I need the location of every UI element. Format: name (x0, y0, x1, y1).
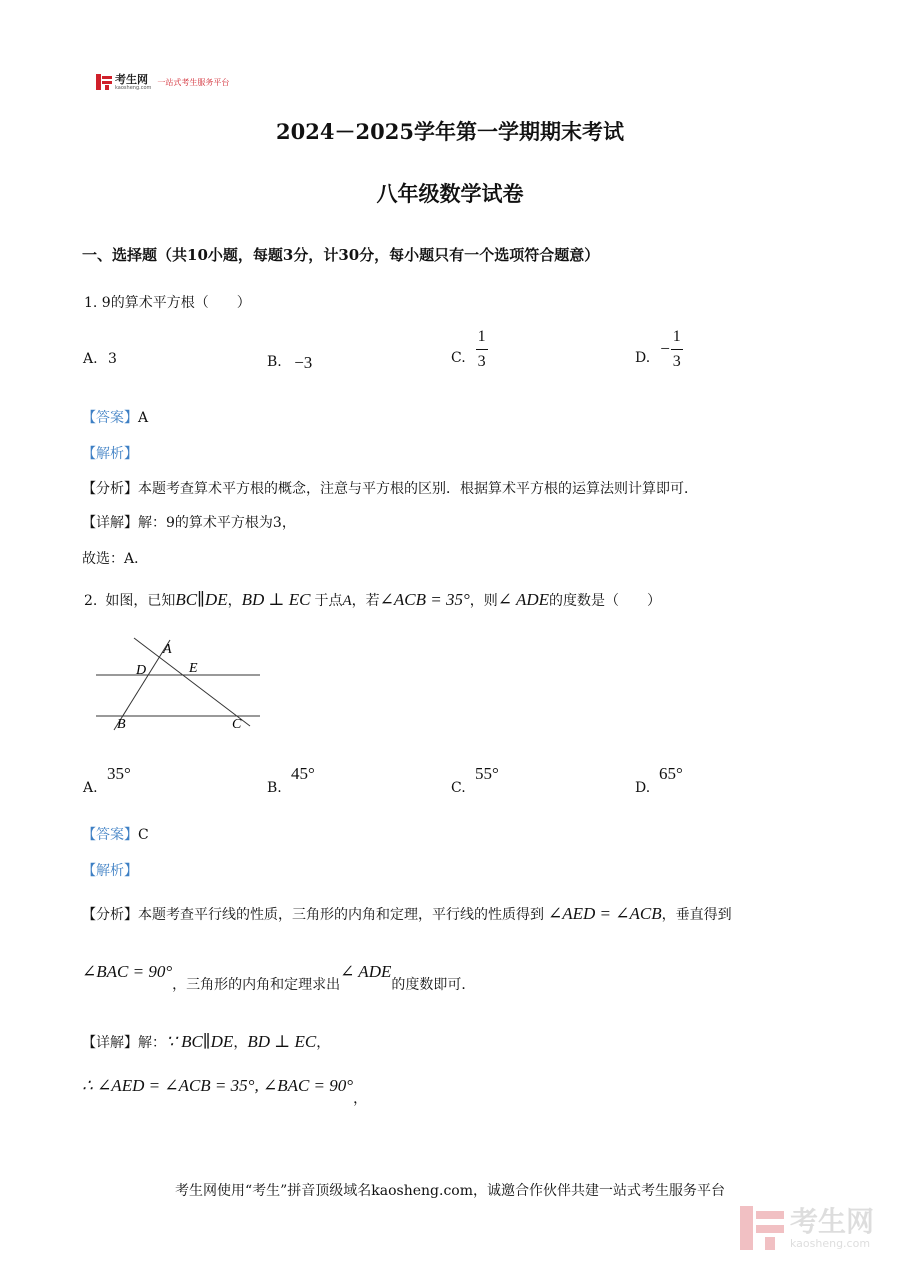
q2-option-d-label: D. (635, 780, 651, 796)
q2-option-c-label: C. (451, 780, 466, 796)
q1-stem: 1. 9的算术平方根（ ） (84, 295, 251, 311)
q2-analysis-tag: 【解析】 (82, 863, 138, 879)
q1-option-d (635, 327, 683, 371)
q2-analyze-line2 (82, 962, 476, 993)
logo-name: 考生网 (115, 72, 148, 86)
q2-option-d-value: 65° (659, 764, 683, 783)
analyze-text: ，三角形的内角和定理求出 (172, 977, 341, 993)
q2-analyze-line1 (82, 904, 732, 924)
q1-conclusion: 故选：A． (82, 551, 149, 567)
analyze-text: ，垂直得到 (661, 907, 732, 923)
q2-answer (82, 824, 149, 844)
stem-text: ， (227, 593, 242, 609)
minus-sign: − (660, 339, 670, 358)
line-ec (134, 638, 250, 726)
watermark (740, 1206, 874, 1250)
q2-option-b-value: 45° (291, 764, 315, 783)
option-value: 3 (108, 351, 117, 367)
detail-end: ， (316, 1035, 331, 1051)
q1-analysis-tag: 【解析】 (82, 446, 138, 462)
stem-text: ，则 (469, 593, 498, 609)
detail-text: 解： (138, 1035, 166, 1051)
answer-value: C (138, 827, 149, 843)
logo-icon (96, 74, 112, 90)
q1-analyze (82, 478, 698, 498)
q2-stem (84, 590, 661, 610)
label-a: A (163, 642, 172, 657)
q1-option-b (267, 351, 312, 371)
stem-text: 如图，已知 (105, 593, 176, 609)
q2-option-b-label: B. (267, 780, 282, 796)
analyze-text: 本题考查平行线的性质，三角形的内角和定理，平行线的性质得到 (138, 907, 544, 923)
math-parallel: BC∥DE (175, 590, 228, 609)
q2-option-a-value: 35° (107, 764, 131, 783)
analyze-text: 的度数即可． (391, 977, 476, 993)
label-e: E (189, 661, 198, 676)
stem-text: 于点 (314, 593, 343, 609)
stem-text: 的度数是（ ） (549, 593, 662, 609)
answer-tag: 【答案】 (82, 827, 138, 843)
page-footer: 考生网使用“考生”拼音顶级域名kaosheng.com，诚邀合作伙伴共建一站式考生服务平台 (174, 1183, 726, 1199)
math-ade: ∠ ADE (340, 962, 392, 981)
logo-domain: kaosheng.com (115, 84, 152, 91)
math-since: ∵ BC∥DE (166, 1032, 234, 1051)
q1-option-a (83, 351, 117, 367)
label-d: D (136, 663, 147, 678)
math-point: A (342, 593, 352, 609)
denominator: 3 (477, 353, 486, 370)
option-label: B. (267, 354, 282, 370)
therefore-end: ， (353, 1091, 368, 1107)
q1-option-c (451, 327, 488, 371)
numerator: 1 (477, 328, 486, 345)
math-target-angle: ∠ ADE (497, 590, 550, 609)
detail-label: 【详解】 (82, 515, 138, 531)
q1-detail (82, 512, 296, 532)
q2-number: 2. (84, 593, 98, 609)
q2-therefore (82, 1076, 368, 1107)
math-perpendicular: BD ⊥ EC (241, 590, 311, 609)
detail-sep: ， (233, 1035, 248, 1051)
answer-tag: 【答案】 (82, 410, 138, 426)
q2-option-a-label: A. (83, 780, 98, 796)
section-heading: 一、选择题（共10小题，每题3分，计30分，每小题只有一个选项符合题意） (82, 246, 600, 264)
fraction (671, 327, 683, 371)
watermark-domain: kaosheng.com (789, 1236, 871, 1250)
q1-answer (82, 407, 148, 427)
q2-figure (92, 632, 264, 732)
watermark-logo-icon (740, 1206, 784, 1250)
stem-text: ，若 (351, 593, 380, 609)
site-logo (96, 72, 229, 92)
watermark-name: 考生网 (789, 1204, 874, 1238)
analyze-label: 【分析】 (82, 481, 138, 497)
logo-slogan: 一站式考生服务平台 (157, 77, 230, 87)
math-aed-acb: ∠AED = ∠ACB (548, 904, 662, 923)
numerator: 1 (672, 328, 681, 345)
detail-label: 【详解】 (82, 1035, 138, 1051)
math-perp: BD ⊥ EC (247, 1032, 317, 1051)
q2-option-c-value: 55° (475, 764, 499, 783)
q2-detail (82, 1032, 330, 1052)
analyze-label: 【分析】 (82, 907, 138, 923)
option-value: −3 (294, 353, 313, 372)
math-therefore: ∴ ∠AED = ∠ACB = 35°, ∠BAC = 90° (82, 1076, 354, 1095)
label-c: C (232, 717, 242, 732)
paper-title: 八年级数学试卷 (376, 181, 524, 206)
answer-value: A (138, 410, 149, 426)
fraction (476, 327, 488, 371)
math-angle: ∠ACB = 35° (379, 590, 470, 609)
option-label: A. (83, 351, 98, 367)
analyze-text: 本题考查算术平方根的概念，注意与平方根的区别．根据算术平方根的运算法则计算即可． (138, 481, 698, 497)
math-bac: ∠BAC = 90° (82, 962, 173, 981)
option-label: D. (635, 350, 651, 366)
denominator: 3 (672, 353, 681, 370)
label-b: B (117, 717, 126, 732)
exam-title: 2024－2025学年第一学期期末考试 (276, 119, 624, 144)
detail-text: 解：9的算术平方根为3， (138, 515, 296, 531)
option-label: C. (451, 350, 466, 366)
